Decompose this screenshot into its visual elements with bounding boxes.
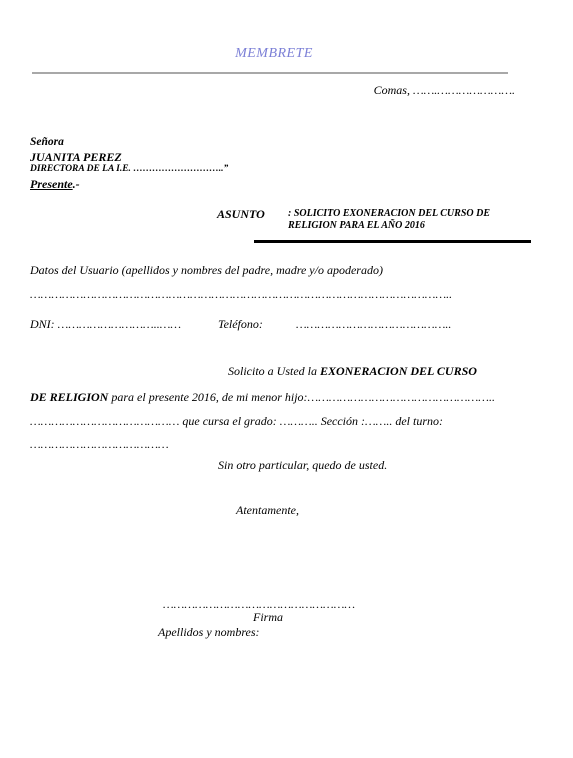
- dni-field: DNI: ………………………..……: [30, 317, 182, 331]
- subject-label: ASUNTO: [217, 207, 265, 221]
- phone-label: Teléfono:: [218, 317, 263, 331]
- phone-fill-line: ……………………………………..: [296, 317, 452, 331]
- request-line-4: …………………………………: [30, 437, 169, 451]
- request-line-1: [228, 364, 477, 379]
- recipient-name: JUANITA PEREZ: [30, 150, 122, 164]
- subject-underline: [254, 240, 531, 243]
- regards-line: Atentamente,: [236, 503, 299, 517]
- request-subject-bold: EXONERACION DEL CURSO: [320, 364, 477, 378]
- letterhead-label: MEMBRETE: [235, 46, 313, 61]
- letterhead-divider: [32, 72, 508, 74]
- signature-label: Firma: [253, 610, 283, 624]
- signature-line: ………………………………………………: [163, 597, 356, 611]
- place-date-line: Comas, …….………………….: [373, 83, 515, 97]
- recipient-title: DIRECTORA DE LA I.E. ………………………..”: [30, 164, 229, 174]
- closing-sentence: Sin otro particular, quedo de usted.: [218, 458, 388, 472]
- request-prefix: Solicito a Usted la: [228, 364, 320, 378]
- user-data-fill-line: ………………………………………………………………………………………………………..: [30, 287, 453, 301]
- user-data-label: Datos del Usuario (apellidos y nombres del padre, madre y/o apoderado): [30, 263, 383, 277]
- recipient-salutation: Señora: [30, 136, 64, 148]
- course-name-bold: DE RELIGION: [30, 390, 109, 404]
- subject-text: : SOLICITO EXONERACION DEL CURSO DE RELIGION PARA EL AÑO 2016: [288, 208, 490, 231]
- recipient-greeting: Presente.-: [30, 177, 80, 191]
- request-line-3: …………………………………… que cursa el grado: ……….. Sección :…….. del turno:: [30, 414, 444, 428]
- request-line-2-text: para el presente 2016, de mi menor hijo:……………………………………………..: [108, 390, 495, 404]
- names-label: Apellidos y nombres:: [158, 625, 260, 639]
- greeting-word: Presente: [30, 177, 73, 191]
- request-line-2: [30, 390, 495, 405]
